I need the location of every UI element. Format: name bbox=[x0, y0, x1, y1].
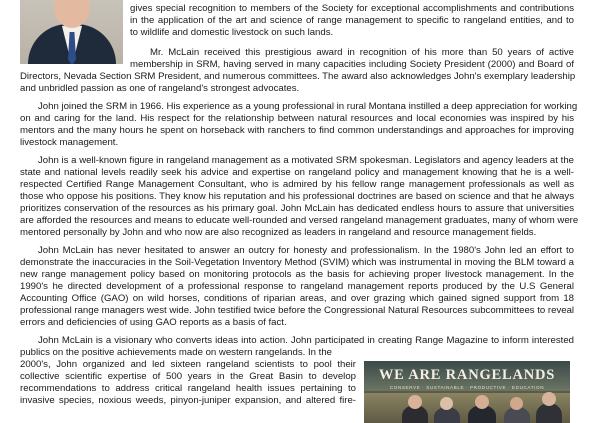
text-line: are afforded the resources and means to educate well-rounded and versed rangeland management graduates, many of whom were bbox=[20, 215, 579, 226]
text-line: John joined the SRM in 1966. His experience as a young professional in rural Montana instilled a deep appreciation for working bbox=[38, 101, 578, 112]
text-line: invasive species, noxious weeds, pinyon-juniper expansion, and altered fire- bbox=[20, 395, 356, 406]
text-line: collective scientific expertise of 500 years in the Great Basin to develop bbox=[20, 371, 356, 382]
text-line: state and national levels readily seek his advice and expertise on rangeland policy and management knowing that he is a well- bbox=[20, 167, 574, 178]
banner-title: WE ARE RANGELANDS bbox=[378, 367, 556, 383]
text-line: 2000's, John organized and led sixteen rangeland scientists to pool their bbox=[20, 359, 356, 370]
portrait-photo bbox=[20, 0, 123, 64]
text-line: on and caring for the land. His respect for the relationship between natural resources and local economies was inspired by his bbox=[20, 113, 574, 124]
text-line: errors and deficiencies of using GAO reports as a basis of fact. bbox=[20, 317, 287, 328]
text-line: in the application of the art and science of range management to specific to rangeland entities, and to bbox=[130, 15, 574, 26]
banner-subtitle: CONSERVE · SUSTAINABLE · PRODUCTIVE · EDUCATION bbox=[389, 385, 545, 390]
text-line: mentors and the many hours he spent on horseback with ranchers to find common understandings and approaches for improving bbox=[20, 125, 574, 136]
text-line: and unbridled passion as one of rangeland's strongest advocates. bbox=[20, 83, 300, 94]
text-line: to wildlife and domestic livestock on such lands. bbox=[130, 27, 334, 38]
text-line: prioritizes conservation of the resources as his primary goal. John McLain has dedicated endless hours to assure that universities bbox=[20, 203, 574, 214]
text-line: respected Certified Range Management Consultant, who is admired by his fellow range management professionals as well as bbox=[20, 179, 574, 190]
text-line: publics on the positive achievements made on western rangelands. In the bbox=[20, 347, 332, 358]
text-line: membership in SRM, having served in many capacities including Society President (2000) and Board of bbox=[130, 59, 574, 70]
text-line: Directors, Nevada Section SRM President, and numerous committees. The award also acknowledges John's exemplary leadership bbox=[20, 71, 576, 82]
text-line: Accounting Office (GAO) on wild horses, conditions of riparian areas, and over grazing which gained signed support from 18 bbox=[20, 293, 574, 304]
text-line: John is a well-known figure in rangeland management as a motivated SRM spokesman. Legislators and agency leaders at the bbox=[38, 155, 574, 166]
text-line: those who oppose his positions. They know his reputation and his professional doctrines are based on science and that he always bbox=[20, 191, 574, 202]
text-line: professional range managers west wide. John testified twice before the Congressional Natural Resources subcommittees to reveal bbox=[20, 305, 575, 316]
text-line: John McLain has never hesitated to answer an outcry for honesty and professionalism. In the 1980's John led an effort to bbox=[38, 245, 574, 256]
text-line: John McLain is a visionary who converts ideas into action. John participated in creating Range Magazine to inform interested bbox=[38, 335, 574, 346]
text-line: mentored personally by John and who now are also recognized as leaders in rangeland and resource management fields. bbox=[20, 227, 537, 238]
we-are-rangelands-photo bbox=[364, 361, 570, 423]
text-line: recommendations to address critical rangeland health issues pertaining to bbox=[20, 383, 356, 394]
text-line: demonstrate the inaccuracies in the Soil-Vegetation Inventory Method (SVIM) which was instrumental in moving the BLM toward a bbox=[20, 257, 574, 268]
text-line: Mr. McLain received this prestigious award in recognition of his more than 50 years of active bbox=[150, 47, 574, 58]
text-line: 1990's he directed development of a professional response to rangeland management reports produced by the U.S General bbox=[20, 281, 574, 292]
text-line: new range management policy based on monitoring protocols as the basis for achieving proper livestock management. In the bbox=[20, 269, 574, 280]
text-line: gives special recognition to members of the Society for exceptional accomplishments and contributions bbox=[130, 3, 574, 14]
text-line: livestock management. bbox=[20, 137, 119, 148]
